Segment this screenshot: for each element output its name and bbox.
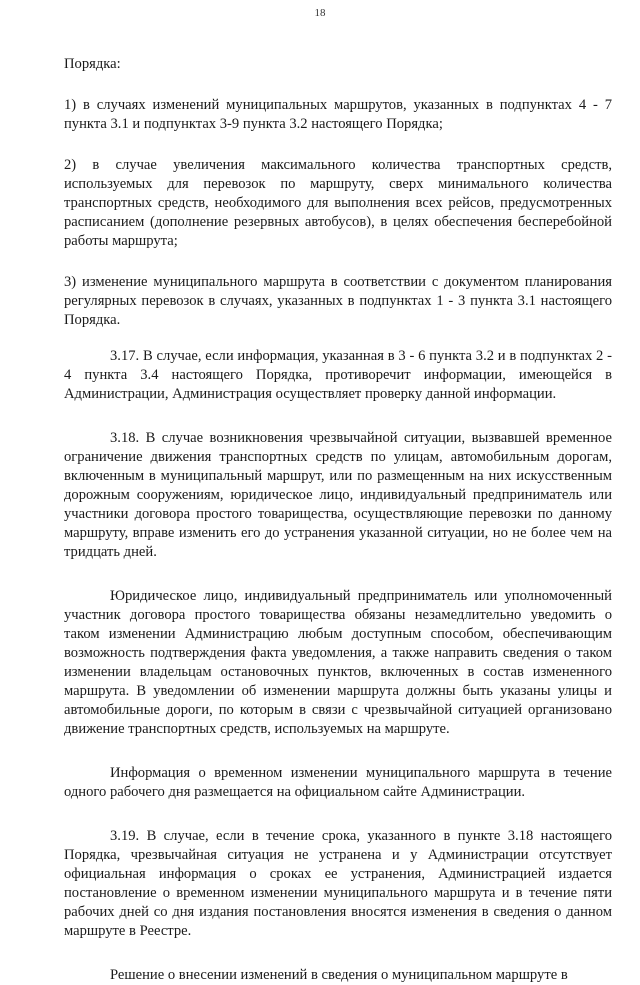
page-number: 18 bbox=[314, 7, 326, 19]
paragraph-item-3: 3) изменение муниципального маршрута в соответствии с документом планирования регулярных перевозок в случаях, указанных в подпунктах 1 - 3 пункта 3.1 настоящего Порядка. bbox=[64, 274, 612, 328]
paragraph-3-19: 3.19. В случае, если в течение срока, указанного в пункте 3.18 настоящего Порядка, чрезвычайная ситуация не устранена и у Администрации отсутствует официальная информация о сроках ее устранения, Администрацией издается постановление о временном изменении муниципального маршрута и в течение пяти рабочих дней со дня издания постановления вносятся изменения в сведения о данном маршруте в Реестре. bbox=[64, 828, 612, 939]
paragraph-3-18-publication: Информация о временном изменении муниципального маршрута в течение одного рабочего дня размещается на официальном сайте Администрации. bbox=[64, 765, 612, 800]
paragraph-decision: Решение о внесении изменений в сведения о муниципальном маршруте в bbox=[110, 967, 568, 983]
paragraph-3-18: 3.18. В случае возникновения чрезвычайной ситуации, вызвавшей временное ограничение движения транспортных средств по улицам, автомобильным дорогам, включенным в муниципальный маршрут, или по размещенным на них искусственным дорожным сооружениям, юридическое лицо, индивидуальный предприниматель или участники договора простого товарищества, осуществляющие перевозки по данному маршруту, вправе изменить его до устранения указанной ситуации, но не более чем на тридцать дней. bbox=[64, 430, 612, 560]
paragraph-heading-continuation: Порядка: bbox=[64, 56, 121, 72]
paragraph-item-2: 2) в случае увеличения максимального количества транспортных средств, используемых для перевозок по маршруту, сверх минимального количества транспортных средств, необходимого для выполнения всех рейсов, предусмотренных расписанием (дополнение резервных автобусов), в целях обеспечения бесперебойной работы маршрута; bbox=[64, 157, 612, 249]
paragraph-3-18-notification: Юридическое лицо, индивидуальный предприниматель или уполномоченный участник договора простого товарищества обязаны незамедлительно уведомить о таком изменении Администрацию любым доступным способом, обеспечивающим возможность подтверждения факта уведомления, а также направить сведения о таком изменении владельцам остановочных пунктов, включенных в состав измененного маршрута. В уведомлении об изменении маршрута должны быть указаны улицы и автомобильные дороги, по которым в связи с чрезвычайной ситуацией организовано движение транспортных средств, используемых на маршруте. bbox=[64, 588, 612, 737]
document-body bbox=[64, 55, 612, 985]
paragraph-item-1: 1) в случаях изменений муниципальных маршрутов, указанных в подпунктах 4 - 7 пункта 3.1 и подпунктах 3-9 пункта 3.2 настоящего Порядка; bbox=[64, 97, 612, 132]
paragraph-3-17: 3.17. В случае, если информация, указанная в 3 - 6 пункта 3.2 и в подпунктах 2 - 4 пункта 3.4 настоящего Порядка, противоречит информации, имеющейся в Администрации, Администрация осуществляет проверку данной информации. bbox=[64, 348, 612, 402]
